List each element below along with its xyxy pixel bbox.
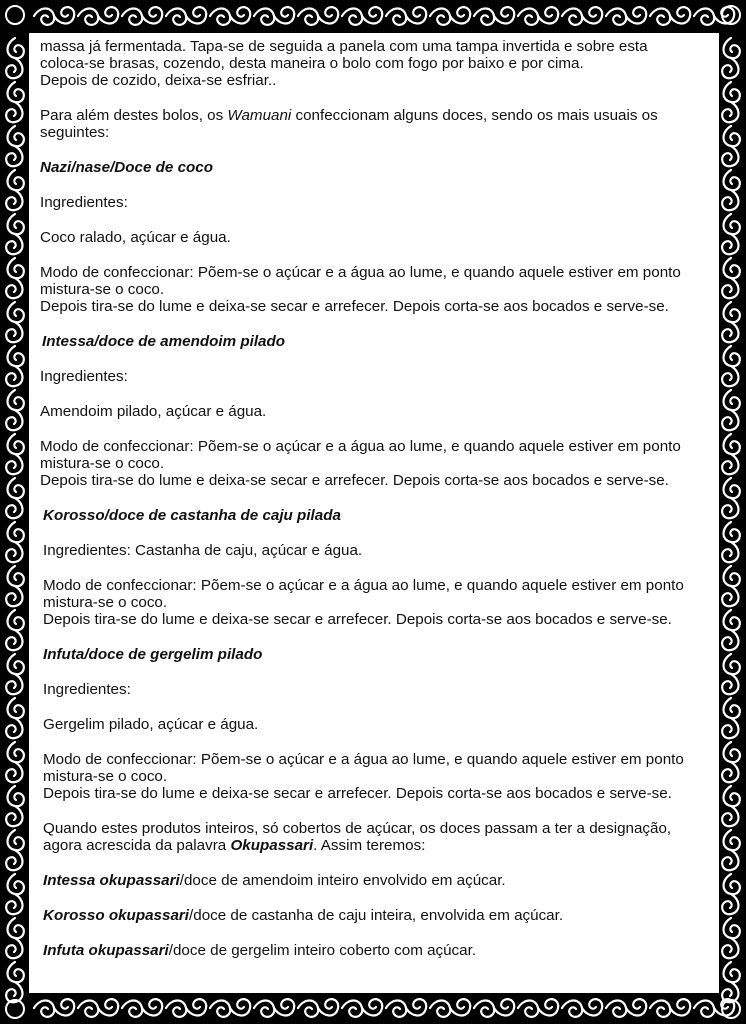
intro-line-3: Depois de cozido, deixa-se esfriar.. (40, 72, 277, 89)
doces-paragraph (40, 107, 706, 141)
border-scroll (6, 478, 24, 518)
border-scroll (6, 170, 24, 210)
border-scroll (722, 126, 740, 166)
border-scroll (722, 346, 740, 386)
variant-desc: /doce de castanha de caju inteira, envolvida em açúcar. (189, 907, 564, 924)
ingredients-label: Ingredientes: (40, 368, 128, 385)
border-scroll (722, 786, 740, 826)
variant-name: Korosso okupassari (43, 907, 190, 924)
border-scroll (722, 258, 740, 298)
method-line: mistura-se o coco. (43, 594, 168, 611)
method-paragraph (40, 438, 706, 489)
closing-okupassari: Okupassari (230, 837, 314, 854)
border-scroll (6, 566, 24, 606)
border-scroll (722, 82, 740, 122)
border-scroll (430, 999, 470, 1017)
method-line: Modo de confeccionar: Põem-se o açúcar e a água ao lume, e quando aquele estiver em ponto (43, 751, 684, 768)
border-scroll (6, 962, 24, 1002)
method-line: mistura-se o coco. (40, 281, 165, 298)
border-scroll (722, 302, 740, 342)
ingredients-list: Coco ralado, açúcar e água. (40, 229, 231, 246)
border-scroll (6, 874, 24, 914)
border-scroll (518, 7, 558, 25)
border-scroll (6, 742, 24, 782)
border-scroll (722, 434, 740, 474)
ingredients-line: Ingredientes: Castanha de caju, açúcar e água. (43, 542, 363, 559)
method-line: Depois tira-se do lume e deixa-se secar e arrefecer. Depois corta-se aos bocados e serve-se. (43, 785, 672, 802)
border-scroll (606, 7, 646, 25)
border-scroll (298, 999, 338, 1017)
border-scroll (722, 38, 740, 78)
border-scroll (722, 654, 740, 694)
border-scroll (78, 7, 118, 25)
border-scroll (562, 7, 602, 25)
border-scroll (166, 999, 206, 1017)
intro-line-2: coloca-se brasas, cozendo, desta maneira o bolo com fogo por baixo e por cima. (40, 55, 584, 72)
border-scroll (6, 786, 24, 826)
closing-paragraph (40, 820, 706, 854)
method-paragraph (40, 577, 706, 628)
method-paragraph (40, 264, 706, 315)
border-scroll (342, 999, 382, 1017)
border-scroll (6, 610, 24, 650)
method-line: Depois tira-se do lume e deixa-se secar e arrefecer. Depois corta-se aos bocados e serve-se. (40, 472, 669, 489)
border-scroll (722, 918, 740, 958)
border-scroll (722, 830, 740, 870)
recipe-title: Nazi/nase/Doce de coco (40, 159, 214, 176)
closing-text-a: agora acrescida da palavra (43, 837, 231, 854)
border-scroll (6, 522, 24, 562)
recipe-title: Korosso/doce de castanha de caju pilada (43, 507, 341, 524)
border-scroll (6, 830, 24, 870)
border-scroll (298, 7, 338, 25)
border-scroll (722, 170, 740, 210)
border-scroll (6, 126, 24, 166)
closing-line-1: Quando estes produtos inteiros, só cobertos de açúcar, os doces passam a ter a designação, (43, 820, 672, 837)
document-page (29, 33, 719, 993)
border-scroll (722, 874, 740, 914)
border-scroll (6, 214, 24, 254)
border-scroll (6, 258, 24, 298)
border-scroll (210, 999, 250, 1017)
ingredients-label: Ingredientes: (43, 681, 131, 698)
border-scroll (722, 698, 740, 738)
ingredients-list: Amendoim pilado, açúcar e água. (40, 403, 267, 420)
border-scroll (722, 962, 740, 1002)
method-line: Modo de confeccionar: Põem-se o açúcar e a água ao lume, e quando aquele estiver em ponto (43, 577, 684, 594)
method-line: mistura-se o coco. (43, 768, 168, 785)
border-scroll (6, 82, 24, 122)
border-scroll (518, 999, 558, 1017)
border-scroll (722, 390, 740, 430)
border-scroll (254, 7, 294, 25)
variant-name: Intessa okupassari (43, 872, 180, 889)
ingredients-list: Gergelim pilado, açúcar e água. (43, 716, 259, 733)
border-scroll (562, 999, 602, 1017)
border-scroll (722, 566, 740, 606)
border-scroll (6, 390, 24, 430)
border-scroll (474, 999, 514, 1017)
border-scroll (6, 434, 24, 474)
method-paragraph (40, 751, 706, 802)
variant-desc: /doce de gergelim inteiro coberto com açúcar. (168, 942, 477, 959)
variant-line (40, 907, 706, 924)
ingredients-label: Ingredientes: (40, 194, 128, 211)
border-scroll (474, 7, 514, 25)
closing-text-c: . Assim teremos: (313, 837, 426, 854)
border-scroll (694, 7, 734, 25)
method-line: mistura-se o coco. (40, 455, 165, 472)
doces-text-c: confeccionam alguns doces, sendo os mais usuais os (291, 107, 658, 124)
border-scroll (254, 999, 294, 1017)
border-scroll (722, 478, 740, 518)
border-scroll (6, 346, 24, 386)
recipe-title: Infuta/doce de gergelim pilado (43, 646, 263, 663)
border-scroll (430, 7, 470, 25)
border-scroll (6, 918, 24, 958)
variant-name: Infuta okupassari (43, 942, 169, 959)
border-scroll (650, 999, 690, 1017)
doces-text-d: seguintes: (40, 124, 110, 141)
border-scroll (386, 7, 426, 25)
border-scroll (210, 7, 250, 25)
doces-text-wamuani: Wamuani (227, 107, 292, 124)
border-scroll (342, 7, 382, 25)
intro-line-1: massa já fermentada. Tapa-se de seguida a panela com uma tampa invertida e sobre esta (40, 38, 648, 55)
variant-desc: /doce de amendoim inteiro envolvido em açúcar. (179, 872, 506, 889)
border-scroll (722, 610, 740, 650)
border-scroll (34, 999, 74, 1017)
border-scroll (78, 999, 118, 1017)
border-scroll (122, 999, 162, 1017)
doces-text-a: Para além destes bolos, os (40, 107, 228, 124)
border-scroll (122, 7, 162, 25)
border-scroll (722, 742, 740, 782)
intro-paragraph (40, 38, 706, 89)
method-line: Depois tira-se do lume e deixa-se secar e arrefecer. Depois corta-se aos bocados e serve-se. (40, 298, 669, 315)
variant-line (40, 872, 706, 889)
border-scroll (722, 214, 740, 254)
recipe-title: Intessa/doce de amendoim pilado (42, 333, 286, 350)
border-scroll (34, 7, 74, 25)
border-scroll (650, 7, 690, 25)
variant-line (40, 942, 706, 959)
method-line: Depois tira-se do lume e deixa-se secar e arrefecer. Depois corta-se aos bocados e serve-se. (43, 611, 672, 628)
method-line: Modo de confeccionar: Põem-se o açúcar e a água ao lume, e quando aquele estiver em ponto (40, 264, 681, 281)
border-scroll (6, 654, 24, 694)
method-line: Modo de confeccionar: Põem-se o açúcar e a água ao lume, e quando aquele estiver em ponto (40, 438, 681, 455)
border-scroll (722, 522, 740, 562)
border-scroll (6, 38, 24, 78)
border-scroll (386, 999, 426, 1017)
border-scroll (6, 302, 24, 342)
border-scroll (606, 999, 646, 1017)
border-scroll (166, 7, 206, 25)
border-scroll (6, 698, 24, 738)
